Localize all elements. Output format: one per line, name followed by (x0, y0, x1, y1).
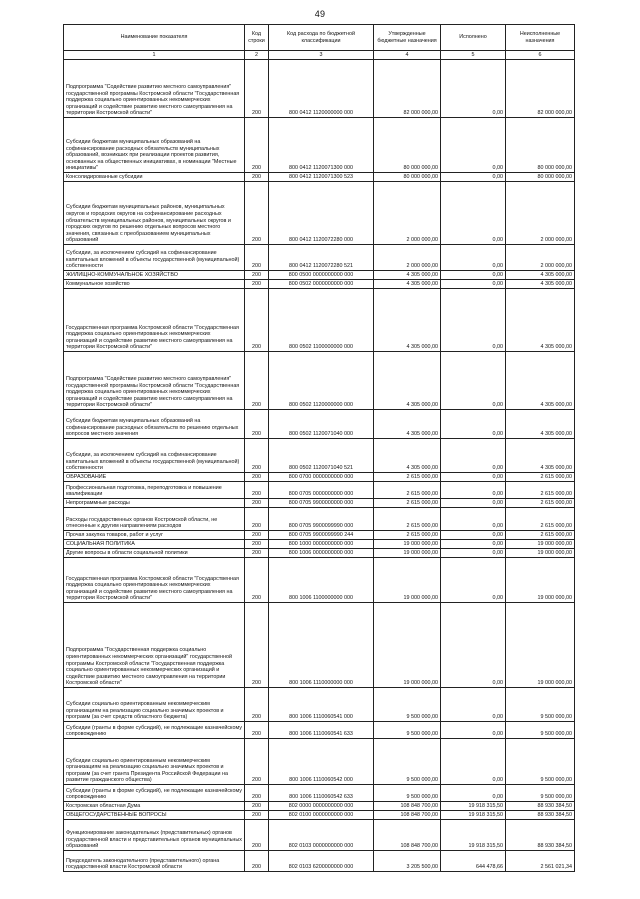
page-number: 49 (314, 9, 326, 19)
column-number: 1 (64, 51, 245, 60)
row-name: Подпрограмма "Содействие развитию местного самоуправления" государственной программы Костромской области "Государственная поддержка социально ориентированных некоммерческих организаций и содействие развитию местного самоуправления на территории Костромской области" (64, 60, 245, 118)
row-approved: 2 615 000,00 (374, 499, 441, 508)
row-classification: 800 0412 1120072280 000 (269, 182, 374, 245)
row-name: Субсидии бюджетам муниципальных районов, муниципальных округов и городских округов на софинансирование расходных обязательств муниципальных районов, муниципальных округов и городских округов по решению отдельных вопросов местного значения, связанных с преобразованием муниципальных образований (64, 182, 245, 245)
row-classification: 800 0412 1120071300 000 (269, 118, 374, 173)
row-name: Субсидии, за исключением субсидий на софинансирование капитальных вложений в объекты государственной (муниципальной) собственности (64, 245, 245, 271)
row-classification: 802 0103 0000000000 000 (269, 820, 374, 851)
row-approved: 80 000 000,00 (374, 173, 441, 182)
row-code: 200 (245, 811, 269, 820)
row-name: Подпрограмма "Государственная поддержка социально ориентированных некоммерческих организаций" государственной программы Костромской области "Государственная поддержка социально ориентированных некоммерческих организаций и содействие развитию местного самоуправления на территории Костромской области" (64, 603, 245, 688)
row-approved: 19 000 000,00 (374, 603, 441, 688)
row-classification: 800 1000 0000000000 000 (269, 540, 374, 549)
table-row (64, 473, 575, 482)
row-approved: 3 205 500,00 (374, 851, 441, 872)
table-row (64, 482, 575, 499)
row-executed: 0,00 (441, 558, 506, 603)
row-classification: 800 0502 1100000000 000 (269, 289, 374, 352)
row-unexecuted: 4 305 000,00 (506, 271, 575, 280)
table-row (64, 820, 575, 851)
row-name: Государственная программа Костромской области "Государственная поддержка социально ориентированных некоммерческих организаций и содействие развитию местного самоуправления на территории Костромской области" (64, 558, 245, 603)
row-unexecuted: 19 000 000,00 (506, 540, 575, 549)
row-code: 200 (245, 802, 269, 811)
row-approved: 108 848 700,00 (374, 802, 441, 811)
table-row (64, 173, 575, 182)
row-executed: 0,00 (441, 688, 506, 722)
row-classification: 800 0502 1120000000 000 (269, 352, 374, 410)
header-classification: Код расхода по бюджетной классификации (269, 25, 374, 51)
table-row (64, 410, 575, 439)
row-name: Субсидии (гранты в форме субсидий), не подлежащие казначейскому сопровождению (64, 722, 245, 739)
row-code: 200 (245, 280, 269, 289)
row-approved: 4 305 000,00 (374, 410, 441, 439)
row-unexecuted: 2 000 000,00 (506, 182, 575, 245)
row-unexecuted: 2 000 000,00 (506, 245, 575, 271)
row-classification: 800 0500 0000000000 000 (269, 271, 374, 280)
row-unexecuted: 19 000 000,00 (506, 603, 575, 688)
row-name: ОБРАЗОВАНИЕ (64, 473, 245, 482)
row-executed: 0,00 (441, 531, 506, 540)
row-name: ОБЩЕГОСУДАРСТВЕННЫЕ ВОПРОСЫ (64, 811, 245, 820)
table-row (64, 280, 575, 289)
row-executed: 19 918 315,50 (441, 811, 506, 820)
row-executed: 0,00 (441, 289, 506, 352)
column-number: 5 (441, 51, 506, 60)
row-executed: 0,00 (441, 271, 506, 280)
table-body (64, 60, 575, 872)
table-row (64, 439, 575, 473)
row-classification: 800 1006 1110060542 633 (269, 785, 374, 802)
row-code: 200 (245, 722, 269, 739)
column-number: 6 (506, 51, 575, 60)
row-executed: 0,00 (441, 410, 506, 439)
row-approved: 4 305 000,00 (374, 352, 441, 410)
table-row (64, 499, 575, 508)
row-unexecuted: 2 561 021,34 (506, 851, 575, 872)
row-classification: 800 1006 1110060541 633 (269, 722, 374, 739)
header-code: Код строки (245, 25, 269, 51)
row-unexecuted: 9 500 000,00 (506, 739, 575, 785)
row-code: 200 (245, 439, 269, 473)
row-executed: 0,00 (441, 499, 506, 508)
row-code: 200 (245, 271, 269, 280)
row-code: 200 (245, 820, 269, 851)
row-classification: 800 0700 0000000000 000 (269, 473, 374, 482)
column-numbers-row (64, 51, 575, 60)
row-unexecuted: 88 930 384,50 (506, 802, 575, 811)
row-code: 200 (245, 173, 269, 182)
row-code: 200 (245, 245, 269, 271)
row-executed: 0,00 (441, 508, 506, 531)
row-classification: 800 0705 9900000000 000 (269, 499, 374, 508)
row-code: 200 (245, 558, 269, 603)
row-code: 200 (245, 289, 269, 352)
table-row (64, 603, 575, 688)
table-row (64, 785, 575, 802)
row-approved: 2 615 000,00 (374, 508, 441, 531)
row-approved: 2 615 000,00 (374, 531, 441, 540)
row-approved: 2 000 000,00 (374, 182, 441, 245)
row-name: Субсидии, за исключением субсидий на софинансирование капитальных вложений в объекты государственной (муниципальной) собственности (64, 439, 245, 473)
row-executed: 0,00 (441, 60, 506, 118)
row-executed: 0,00 (441, 245, 506, 271)
table-row (64, 60, 575, 118)
row-executed: 0,00 (441, 603, 506, 688)
row-executed: 0,00 (441, 439, 506, 473)
table-row (64, 558, 575, 603)
row-unexecuted: 9 500 000,00 (506, 785, 575, 802)
row-executed: 0,00 (441, 352, 506, 410)
row-approved: 4 305 000,00 (374, 439, 441, 473)
row-executed: 0,00 (441, 722, 506, 739)
row-unexecuted: 82 000 000,00 (506, 60, 575, 118)
table-row (64, 531, 575, 540)
row-approved: 2 615 000,00 (374, 473, 441, 482)
budget-execution-table (63, 24, 575, 872)
row-executed: 0,00 (441, 118, 506, 173)
row-approved: 2 000 000,00 (374, 245, 441, 271)
row-approved: 4 305 000,00 (374, 271, 441, 280)
row-classification: 800 0502 1120071040 000 (269, 410, 374, 439)
row-approved: 9 500 000,00 (374, 688, 441, 722)
row-unexecuted: 88 930 384,50 (506, 820, 575, 851)
row-approved: 80 000 000,00 (374, 118, 441, 173)
row-name: Коммунальное хозяйство (64, 280, 245, 289)
table-row (64, 540, 575, 549)
row-code: 200 (245, 482, 269, 499)
row-unexecuted: 19 000 000,00 (506, 549, 575, 558)
table-row (64, 811, 575, 820)
row-executed: 644 478,66 (441, 851, 506, 872)
row-executed: 0,00 (441, 482, 506, 499)
row-classification: 800 0502 0000000000 000 (269, 280, 374, 289)
row-name: ЖИЛИЩНО-КОММУНАЛЬНОЕ ХОЗЯЙСТВО (64, 271, 245, 280)
table-row (64, 851, 575, 872)
row-name: Государственная программа Костромской области "Государственная поддержка социально ориентированных некоммерческих организаций и содействие развитию местного самоуправления на территории Костромской области" (64, 289, 245, 352)
table-row (64, 245, 575, 271)
row-classification: 800 1006 1110060542 000 (269, 739, 374, 785)
row-executed: 0,00 (441, 785, 506, 802)
table-row (64, 722, 575, 739)
table-row (64, 289, 575, 352)
row-unexecuted: 2 615 000,00 (506, 508, 575, 531)
row-executed: 0,00 (441, 280, 506, 289)
row-classification: 800 1006 0000000000 000 (269, 549, 374, 558)
table-row (64, 118, 575, 173)
row-code: 200 (245, 540, 269, 549)
row-approved: 82 000 000,00 (374, 60, 441, 118)
row-approved: 9 500 000,00 (374, 785, 441, 802)
row-classification: 800 0705 9900099990 244 (269, 531, 374, 540)
row-name: Субсидии социально ориентированным некоммерческим организациям на реализацию социально значимых проектов и программ (за счет гранта Президента Российской Федерации на развитие гражданского общества) (64, 739, 245, 785)
header-row (64, 25, 575, 51)
row-executed: 0,00 (441, 182, 506, 245)
row-unexecuted: 4 305 000,00 (506, 280, 575, 289)
row-code: 200 (245, 531, 269, 540)
row-code: 200 (245, 473, 269, 482)
table-row (64, 271, 575, 280)
row-classification: 802 0000 0000000000 000 (269, 802, 374, 811)
row-classification: 800 0502 1120071040 521 (269, 439, 374, 473)
row-approved: 108 848 700,00 (374, 820, 441, 851)
table-row (64, 182, 575, 245)
row-code: 200 (245, 851, 269, 872)
row-code: 200 (245, 785, 269, 802)
table-row (64, 508, 575, 531)
table-row (64, 802, 575, 811)
table-row (64, 352, 575, 410)
row-code: 200 (245, 739, 269, 785)
row-classification: 800 1006 1110000000 000 (269, 603, 374, 688)
header-name: Наименование показателя (64, 25, 245, 51)
row-unexecuted: 9 500 000,00 (506, 722, 575, 739)
row-unexecuted: 4 305 000,00 (506, 439, 575, 473)
row-unexecuted: 88 930 384,50 (506, 811, 575, 820)
row-approved: 19 000 000,00 (374, 549, 441, 558)
row-code: 200 (245, 60, 269, 118)
row-unexecuted: 2 615 000,00 (506, 482, 575, 499)
row-unexecuted: 80 000 000,00 (506, 173, 575, 182)
header-executed: Исполнено (441, 25, 506, 51)
row-code: 200 (245, 182, 269, 245)
row-approved: 9 500 000,00 (374, 722, 441, 739)
row-approved: 108 848 700,00 (374, 811, 441, 820)
row-executed: 0,00 (441, 540, 506, 549)
row-executed: 19 918 315,50 (441, 802, 506, 811)
row-name: Председатель законодательного (представительного) органа государственной власти Костромской области (64, 851, 245, 872)
row-code: 200 (245, 603, 269, 688)
column-number: 2 (245, 51, 269, 60)
row-unexecuted: 2 615 000,00 (506, 499, 575, 508)
row-executed: 19 918 315,50 (441, 820, 506, 851)
row-name: СОЦИАЛЬНАЯ ПОЛИТИКА (64, 540, 245, 549)
row-name: Костромская областная Дума (64, 802, 245, 811)
row-name: Подпрограмма "Содействие развитию местного самоуправления" государственной программы Костромской области "Государственная поддержка социально ориентированных некоммерческих организаций и содействие развитию местного самоуправления на территории Костромской области" (64, 352, 245, 410)
row-approved: 19 000 000,00 (374, 540, 441, 549)
row-classification: 800 1006 1110060541 000 (269, 688, 374, 722)
row-code: 200 (245, 688, 269, 722)
row-classification: 800 0412 1120071300 523 (269, 173, 374, 182)
table-row (64, 549, 575, 558)
row-classification: 800 0705 0000000000 000 (269, 482, 374, 499)
row-unexecuted: 4 305 000,00 (506, 410, 575, 439)
row-unexecuted: 2 615 000,00 (506, 473, 575, 482)
row-code: 200 (245, 410, 269, 439)
row-code: 200 (245, 118, 269, 173)
row-name: Расходы государственных органов Костромской области, не отнесенные к другим направлениям расходов (64, 508, 245, 531)
row-code: 200 (245, 499, 269, 508)
row-name: Профессиональная подготовка, переподготовка и повышение квалификации (64, 482, 245, 499)
row-name: Другие вопросы в области социальной политики (64, 549, 245, 558)
table-row (64, 688, 575, 722)
table-row (64, 739, 575, 785)
row-approved: 2 615 000,00 (374, 482, 441, 499)
row-classification: 800 0412 1120000000 000 (269, 60, 374, 118)
row-name: Функционирование законодательных (представительных) органов государственной власти и представительных органов муниципальных образований (64, 820, 245, 851)
row-approved: 4 305 000,00 (374, 280, 441, 289)
row-classification: 800 0705 9900099990 000 (269, 508, 374, 531)
row-name: Субсидии бюджетам муниципальных образований на софинансирование расходных обязательств муниципальных образований, возникших при реализации проектов развития, основанных на общественных инициативах, в номинации "Местные инициативы" (64, 118, 245, 173)
row-classification: 802 0103 6200000000 000 (269, 851, 374, 872)
column-number: 3 (269, 51, 374, 60)
row-unexecuted: 80 000 000,00 (506, 118, 575, 173)
row-approved: 19 000 000,00 (374, 558, 441, 603)
row-name: Субсидии (гранты в форме субсидий), не подлежащие казначейскому сопровождению (64, 785, 245, 802)
row-approved: 4 305 000,00 (374, 289, 441, 352)
row-executed: 0,00 (441, 473, 506, 482)
row-name: Непрограммные расходы (64, 499, 245, 508)
row-code: 200 (245, 549, 269, 558)
row-unexecuted: 2 615 000,00 (506, 531, 575, 540)
column-number: 4 (374, 51, 441, 60)
row-name: Субсидии бюджетам муниципальных образований на софинансирование расходных обязательств по решению отдельных вопросов местного значения (64, 410, 245, 439)
row-classification: 802 0100 0000000000 000 (269, 811, 374, 820)
row-executed: 0,00 (441, 739, 506, 785)
row-name: Консолидированные субсидии (64, 173, 245, 182)
row-name: Субсидии социально ориентированным некоммерческим организациям на реализацию социально значимых проектов и программ (за счет средств областного бюджета) (64, 688, 245, 722)
header-unexecuted: Неисполненные назначения (506, 25, 575, 51)
row-name: Прочая закупка товаров, работ и услуг (64, 531, 245, 540)
row-code: 200 (245, 352, 269, 410)
row-approved: 9 500 000,00 (374, 739, 441, 785)
row-unexecuted: 4 305 000,00 (506, 289, 575, 352)
row-classification: 800 1006 1100000000 000 (269, 558, 374, 603)
row-unexecuted: 9 500 000,00 (506, 688, 575, 722)
row-unexecuted: 4 305 000,00 (506, 352, 575, 410)
row-executed: 0,00 (441, 549, 506, 558)
header-approved: Утвержденные бюджетные назначения (374, 25, 441, 51)
row-executed: 0,00 (441, 173, 506, 182)
row-unexecuted: 19 000 000,00 (506, 558, 575, 603)
row-code: 200 (245, 508, 269, 531)
row-classification: 800 0412 1120072280 521 (269, 245, 374, 271)
